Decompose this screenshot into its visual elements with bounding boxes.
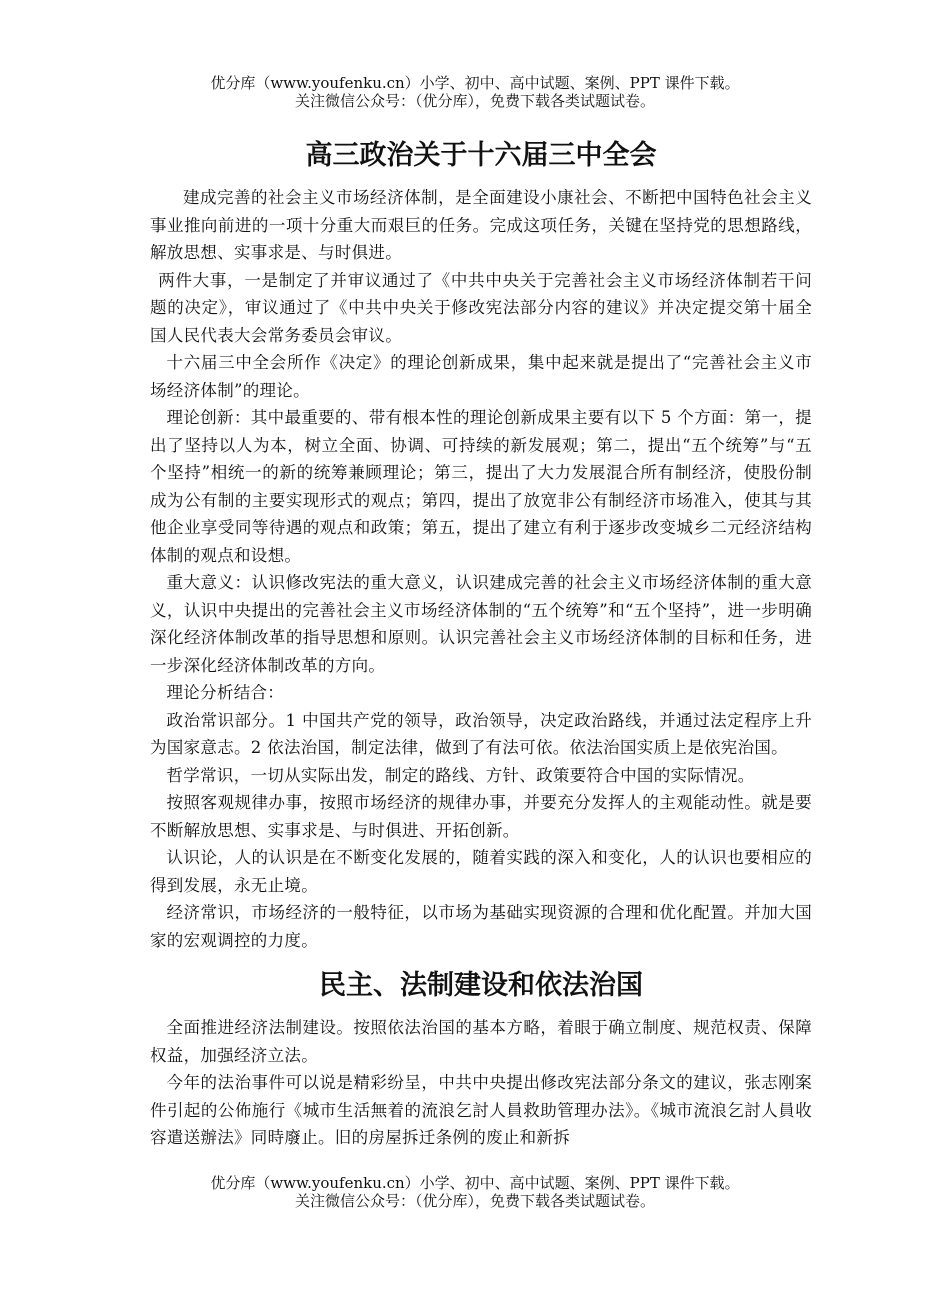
- paragraph-theory-result: 十六届三中全会所作《决定》的理论创新成果，集中起来就是提出了“完善社会主义市场经济体制”的理论。: [150, 353, 812, 400]
- paragraph-significance: 重大意义：认识修改宪法的重大意义，认识建成完善的社会主义市场经济体制的重大意义，认识中央提出的完善社会主义市场经济体制的“五个统筹”和“五个坚持”，进一步明确深化经济体制改革的指导思想和原则。认识完善社会主义市场经济体制的目标和任务，进一步深化经济体制改革的方向。: [150, 573, 812, 675]
- section-1-title: 高三政治关于十六届三中全会: [305, 140, 657, 171]
- header-line-2: 关注微信公众号：（优分库），免费下载各类试题试卷。: [294, 92, 655, 110]
- footer-line-1: 优分库（www.youfenku.cn）小学、初中、高中试题、案例、PPT 课件下载。: [210, 1174, 740, 1192]
- paragraph-legal-construction: 全面推进经济法制建设。按照依法治国的基本方略，着眼于确立制度、规范权责、保障权益，加强经济立法。: [150, 1018, 812, 1065]
- document-body: [150, 138, 812, 1152]
- paragraph-analysis-heading: 理论分析结合：: [166, 683, 285, 702]
- paragraph-philosophy: 哲学常识，一切从实际出发，制定的路线、方针、政策要符合中国的实际情况。: [166, 765, 755, 785]
- paragraph-economics: 经济常识，市场经济的一般特征，以市场为基础实现资源的合理和优化配置。并加大国家的宏观调控的力度。: [150, 903, 812, 950]
- paragraph-theory-innovation: 理论创新：其中最重要的、带有根本性的理论创新成果主要有以下 5 个方面：第一，提出了坚持以人为本，树立全面、协调、可持续的新发展观；第二，提出“五个统筹”与“五个坚持”相统一的新的统筹兼顾理论；第三，提出了大力发展混合所有制经济，使股份制成为公有制的主要实现形式的观点；第四，提出了放宽非公有制经济市场准入，使其与其他企业享受同等待遇的观点和政策；第五，提出了建立有利于逐步改变城乡二元经济结构体制的观点和设想。: [150, 408, 812, 565]
- header-line-1: 优分库（www.youfenku.cn）小学、初中、高中试题、案例、PPT 课件下载。: [210, 74, 740, 92]
- section-2-title: 民主、法制建设和依法治国: [319, 970, 643, 1001]
- page-footer: [0, 1174, 950, 1210]
- footer-line-2: 关注微信公众号：（优分库），免费下载各类试题试卷。: [294, 1192, 655, 1210]
- paragraph-epistemology: 认识论，人的认识是在不断变化发展的，随着实践的深入和变化，人的认识也要相应的得到发展，永无止境。: [150, 848, 812, 895]
- paragraph-legal-events: 今年的法治事件可以说是精彩纷呈，中共中央提出修改宪法部分条文的建议，张志刚案件引起的公佈施行《城市生活無着的流浪乞討人員救助管理办法》。《城市流浪乞討人員收容遣送辦法》同時廢止。旧的房屋拆迁条例的废止和新拆: [150, 1073, 812, 1147]
- paragraph-two-events: 两件大事，一是制定了并审议通过了《中共中央关于完善社会主义市场经济体制若干问题的决定》，审议通过了《中共中央关于修改宪法部分内容的建议》并决定提交第十届全国人民代表大会常务委员会审议。: [150, 270, 812, 345]
- paragraph-objective-law: 按照客观规律办事，按照市场经济的规律办事，并要充分发挥人的主观能动性。就是要不断解放思想、实事求是、与时俱进、开拓创新。: [150, 793, 812, 840]
- paragraph-politics: 政治常识部分。1 中国共产党的领导，政治领导，决定政治路线，并通过法定程序上升为国家意志。2 依法治国，制定法律，做到了有法可依。依法治国实质上是依宪治国。: [150, 710, 812, 757]
- page-header: [0, 74, 950, 110]
- paragraph-intro: 建成完善的社会主义市场经济体制，是全面建设小康社会、不断把中国特色社会主义事业推向前进的一项十分重大而艰巨的任务。完成这项任务，关键在坚持党的思想路线，解放思想、实事求是、与时俱进。: [150, 188, 812, 262]
